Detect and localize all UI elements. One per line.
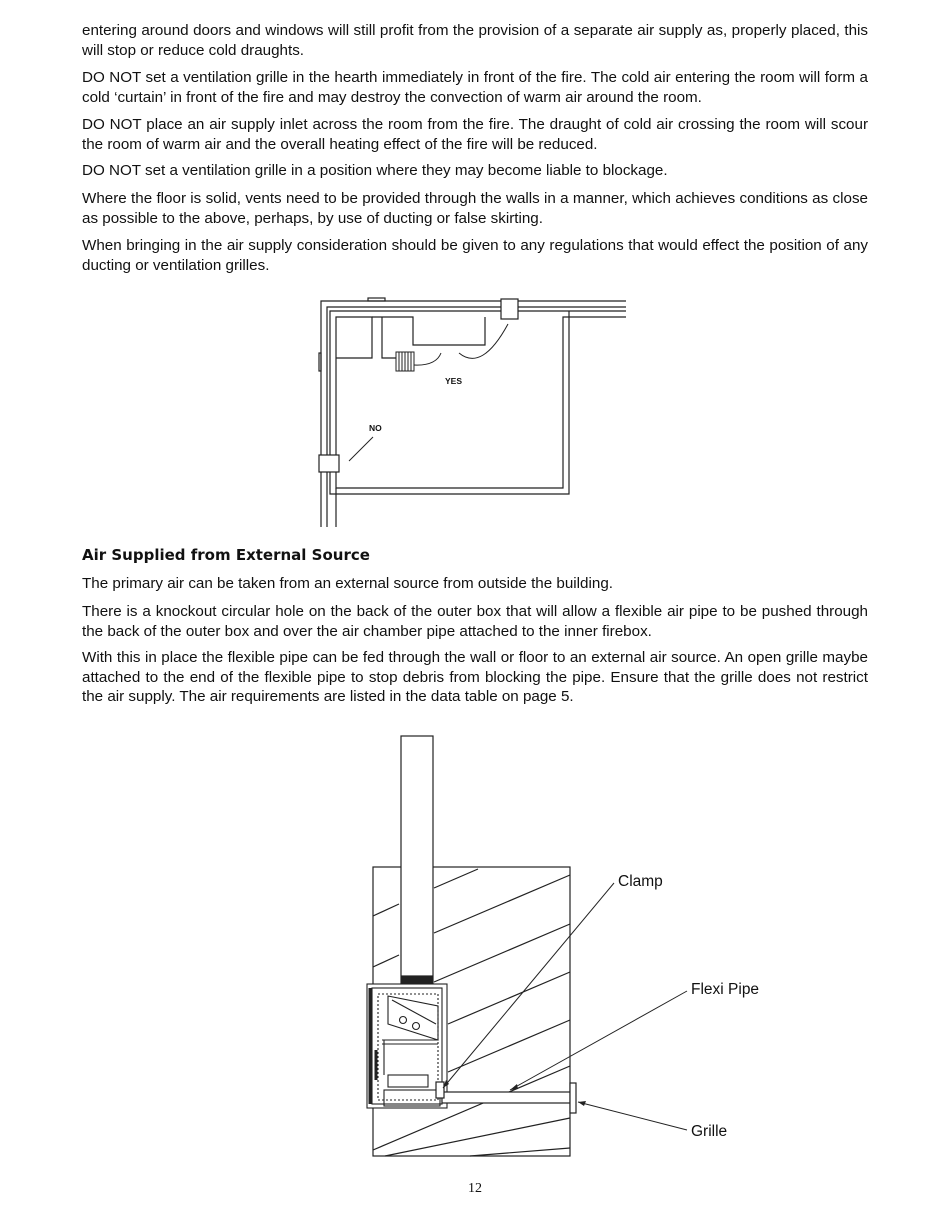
paragraph-across-room-warning: DO NOT place an air supply inlet across the room from the fire. The draught of cold air crossing the room will scour the room of warm air and the overall heating effect of the fire will be reduced.: [82, 116, 868, 153]
clamp: [436, 1082, 444, 1098]
floorplan-label-yes: YES: [445, 376, 463, 386]
label-flexi-pipe: Flexi Pipe: [691, 981, 760, 998]
label-grille: Grille: [691, 1123, 728, 1140]
flexi-pipe: [442, 1092, 570, 1103]
paragraph-knockout-hole: There is a knockout circular hole on the back of the outer box that will allow a flexible air pipe to be pushed through the back of the outer box and over the air chamber pipe attached to the inner firebox.: [82, 603, 868, 640]
section-heading: Air Supplied from External Source: [82, 546, 370, 564]
floorplan-label-no: NO: [369, 423, 382, 433]
paragraph-external-source: The primary air can be taken from an external source from outside the building.: [82, 575, 613, 592]
paragraph-hearth-warning: DO NOT set a ventilation grille in the hearth immediately in front of the fire. The cold air entering the room will form a cold ‘curtain’ in front of the fire and may destroy the convection of warm air around the room.: [82, 69, 868, 106]
stove-cross-section: [367, 984, 447, 1108]
paragraph-blockage-warning: DO NOT set a ventilation grille in a position where they may become liable to blockage.: [82, 162, 668, 179]
paragraph-regulations: When bringing in the air supply consideration should be given to any regulations that would effect the position of any ducting or ventilation grilles.: [82, 237, 868, 274]
label-clamp: Clamp: [618, 873, 663, 890]
grille: [570, 1083, 576, 1113]
paragraph-draughts: entering around doors and windows will still profit from the provision of a separate air supply as, properly placed, this will stop or reduce cold draughts.: [82, 22, 868, 59]
page-number: 12: [468, 1181, 482, 1196]
paragraph-flexible-pipe: With this in place the flexible pipe can be fed through the wall or floor to an external air source. An open grille maybe attached to the end of the flexible pipe to stop debris from blocking the pipe. Ensure that the grille does not restrict the air supply. The air requirements are listed in the data table on page 5.: [82, 649, 868, 706]
paragraph-solid-floor: Where the floor is solid, vents need to be provided through the walls in a manner, which achieves conditions as close as possible to the above, perhaps, by use of ducting or false skirting.: [82, 190, 868, 227]
